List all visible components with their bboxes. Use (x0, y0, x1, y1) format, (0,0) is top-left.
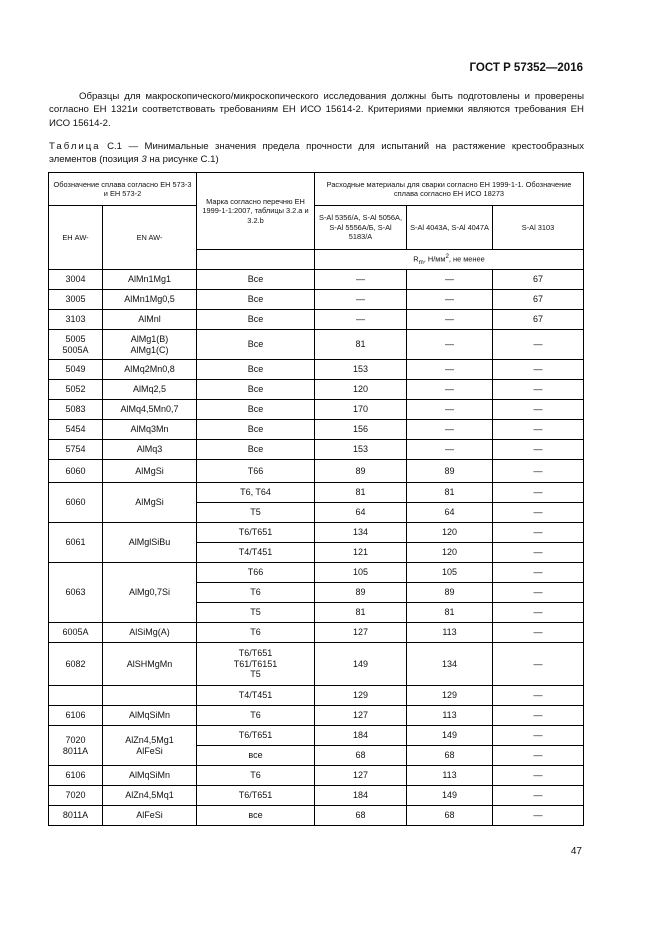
table-row (49, 330, 584, 360)
cell-en-aw-symbol: AlMnl (103, 310, 197, 330)
consumable-col-c-header: S-Al 3103 (493, 206, 584, 250)
cell-consumable-c: — (493, 400, 584, 420)
table-row (49, 766, 584, 786)
cell-en-aw-symbol: AlMqSiMn (103, 766, 197, 786)
consumable-col-a-header: S-Al 5356/A, S-Al 5056A, S-Al 5556А/Б, S-Al 5183/A (315, 206, 407, 250)
cell-en-aw-number: 6005A (49, 623, 103, 643)
cell-consumable-b: — (407, 360, 493, 380)
cell-grade: Все (197, 380, 315, 400)
cell-consumable-b: — (407, 400, 493, 420)
caption-title-end: на рисунке С.1) (146, 153, 219, 165)
cell-en-aw-number: 5754 (49, 440, 103, 460)
cell-consumable-c: — (493, 686, 584, 706)
cell-en-aw-number: 8011A (49, 806, 103, 826)
table-row (49, 786, 584, 806)
cell-consumable-c: — (493, 503, 584, 523)
cell-consumable-b: 68 (407, 746, 493, 766)
cell-consumable-a: 121 (315, 543, 407, 563)
cell-en-aw-symbol: AlMgSi (103, 460, 197, 483)
table-row (49, 270, 584, 290)
cell-consumable-b: 113 (407, 766, 493, 786)
alloy-designation-header: Обозначение сплава согласно ЕН 573-3 и ЕН 573-2 (49, 173, 197, 206)
cell-en-aw-symbol: AlMg1(B) AlMg1(C) (103, 330, 197, 360)
table-row (49, 643, 584, 686)
cell-en-aw-number: 6082 (49, 643, 103, 686)
table-row (49, 563, 584, 583)
cell-consumable-c: — (493, 583, 584, 603)
rm-units-header: $R_m$, $Н/мм^2$, не менее (315, 250, 584, 270)
cell-en-aw-number: 5454 (49, 420, 103, 440)
cell-grade: все (197, 746, 315, 766)
cell-en-aw-symbol: AlMg0,7Si (103, 563, 197, 623)
cell-consumable-b: 149 (407, 786, 493, 806)
cell-consumable-c: — (493, 806, 584, 826)
cell-consumable-a: 127 (315, 766, 407, 786)
cell-consumable-b: — (407, 290, 493, 310)
cell-grade: T6, T64 (197, 483, 315, 503)
cell-grade: T4/T451 (197, 686, 315, 706)
grade-header: Марка согласно перечню ЕН 1999-1-1:2007, таблицы 3.2.а и 3.2.b (197, 173, 315, 250)
cell-grade: T6 (197, 583, 315, 603)
table-row (49, 310, 584, 330)
cell-consumable-b: 105 (407, 563, 493, 583)
cell-consumable-c: — (493, 643, 584, 686)
cell-consumable-a: 81 (315, 603, 407, 623)
cell-en-aw-symbol (103, 686, 197, 706)
cell-en-aw-symbol: AlMqSiMn (103, 706, 197, 726)
cell-consumable-b: 129 (407, 686, 493, 706)
cell-en-aw-number: 3005 (49, 290, 103, 310)
cell-consumable-b: 81 (407, 483, 493, 503)
cell-consumable-a: 129 (315, 686, 407, 706)
cell-consumable-c: 67 (493, 270, 584, 290)
cell-en-aw-number (49, 686, 103, 706)
cell-consumable-a: 127 (315, 706, 407, 726)
cell-consumable-a: 120 (315, 380, 407, 400)
table-row (49, 460, 584, 483)
table-row (49, 726, 584, 746)
cell-grade: T5 (197, 603, 315, 623)
caption-title-start: С.1 — Минимальные значения предела прочности для испытаний на растяжение крестообразных элементов (позиция (49, 141, 584, 165)
table-row (49, 360, 584, 380)
cell-en-aw-symbol: AlMq3Mn (103, 420, 197, 440)
cell-consumable-c: — (493, 766, 584, 786)
cell-consumable-c: — (493, 623, 584, 643)
table-caption (49, 141, 584, 166)
cell-consumable-a: 89 (315, 583, 407, 603)
cell-grade: Все (197, 310, 315, 330)
cell-consumable-a: 105 (315, 563, 407, 583)
cell-consumable-b: — (407, 270, 493, 290)
cell-en-aw-symbol: AlFeSi (103, 806, 197, 826)
cell-en-aw-number: 5049 (49, 360, 103, 380)
cell-grade: T6/T651 (197, 786, 315, 806)
consumable-col-b-header: S-Al 4043A, S-Al 4047A (407, 206, 493, 250)
intro-paragraph: Образцы для макроскопического/микроскопического исследования должны быть подготовлены и проверены согласно ЕН 1321и соответствовать требованиям ЕН ИСО 15614-2. Критериями приемки являются требования ЕН ИСО 15614-2. (49, 91, 584, 129)
cell-grade: Все (197, 330, 315, 360)
table-row (49, 623, 584, 643)
table-row (49, 440, 584, 460)
cell-grade: T6/T651 (197, 726, 315, 746)
cell-en-aw-symbol: AlMn1Mg1 (103, 270, 197, 290)
cell-consumable-a: — (315, 290, 407, 310)
en-aw-symbol-header: EN AW- (103, 206, 197, 270)
cell-consumable-c: — (493, 360, 584, 380)
cell-consumable-a: 81 (315, 483, 407, 503)
cell-consumable-a: 81 (315, 330, 407, 360)
cell-consumable-b: — (407, 440, 493, 460)
cell-consumable-c: — (493, 786, 584, 806)
cell-consumable-b: 81 (407, 603, 493, 623)
cell-consumable-a: 156 (315, 420, 407, 440)
cell-consumable-c: — (493, 563, 584, 583)
cell-grade: T6/T651 T61/T6151 T5 (197, 643, 315, 686)
cell-consumable-a: 184 (315, 726, 407, 746)
table-row (49, 290, 584, 310)
cell-consumable-b: 68 (407, 806, 493, 826)
cell-en-aw-symbol: AlMn1Mg0,5 (103, 290, 197, 310)
cell-consumable-b: — (407, 420, 493, 440)
cell-en-aw-number: 5052 (49, 380, 103, 400)
cell-en-aw-number: 3004 (49, 270, 103, 290)
document-header: ГОСТ Р 57352—2016 (469, 62, 583, 74)
cell-consumable-c: — (493, 726, 584, 746)
cell-grade: T6/T651 (197, 523, 315, 543)
cell-consumable-b: — (407, 380, 493, 400)
cell-consumable-b: 120 (407, 523, 493, 543)
caption-prefix: Таблица (49, 141, 101, 152)
cell-grade: T66 (197, 563, 315, 583)
cell-consumable-b: 149 (407, 726, 493, 746)
cell-consumable-b: 89 (407, 583, 493, 603)
cell-consumable-a: 149 (315, 643, 407, 686)
cell-consumable-c: — (493, 746, 584, 766)
cell-grade: T6 (197, 766, 315, 786)
table-row (49, 420, 584, 440)
cell-grade: T5 (197, 503, 315, 523)
cell-en-aw-number: 6061 (49, 523, 103, 563)
cell-grade: Все (197, 290, 315, 310)
page-number: 47 (570, 846, 582, 857)
cell-consumable-a: 153 (315, 360, 407, 380)
cell-consumable-b: 134 (407, 643, 493, 686)
cell-grade: T4/T451 (197, 543, 315, 563)
cell-en-aw-number: 7020 (49, 786, 103, 806)
cell-en-aw-number: 6063 (49, 563, 103, 623)
cell-consumable-a: 153 (315, 440, 407, 460)
cell-consumable-c: — (493, 543, 584, 563)
cell-en-aw-symbol: AlMq3 (103, 440, 197, 460)
cell-en-aw-number: 6106 (49, 706, 103, 726)
cell-en-aw-number: 6060 (49, 483, 103, 523)
consumables-header: Расходные материалы для сварки согласно ЕН 1999-1-1. Обозначение сплава согласно ЕН ИСО 18273 (315, 173, 584, 206)
cell-en-aw-symbol: AlZn4,5Mg1 AlFeSi (103, 726, 197, 766)
cell-consumable-a: 68 (315, 806, 407, 826)
cell-consumable-a: 127 (315, 623, 407, 643)
cell-grade: T6 (197, 623, 315, 643)
cell-consumable-c: — (493, 523, 584, 543)
cell-grade: Все (197, 420, 315, 440)
cell-consumable-b: — (407, 330, 493, 360)
en-aw-number-header: ЕН AW- (49, 206, 103, 270)
cell-consumable-c: — (493, 483, 584, 503)
cell-consumable-b: 113 (407, 623, 493, 643)
table-row (49, 400, 584, 420)
cell-en-aw-symbol: AlSHMgMn (103, 643, 197, 686)
cell-consumable-c: — (493, 603, 584, 623)
cell-consumable-c: 67 (493, 310, 584, 330)
cell-consumable-a: 134 (315, 523, 407, 543)
table-row (49, 523, 584, 543)
cell-consumable-c: 67 (493, 290, 584, 310)
grade-header-blank (197, 250, 315, 270)
cell-consumable-a: 64 (315, 503, 407, 523)
cell-en-aw-symbol: AlMq4,5Mn0,7 (103, 400, 197, 420)
cell-consumable-b: 64 (407, 503, 493, 523)
caption-title-italic: 3 (141, 153, 147, 165)
cell-consumable-a: 170 (315, 400, 407, 420)
cell-grade: Все (197, 270, 315, 290)
cell-consumable-b: 113 (407, 706, 493, 726)
cell-grade: T66 (197, 460, 315, 483)
cell-consumable-a: 184 (315, 786, 407, 806)
cell-consumable-a: — (315, 270, 407, 290)
cell-en-aw-symbol: AlZn4,5Mq1 (103, 786, 197, 806)
cell-consumable-b: 120 (407, 543, 493, 563)
table-row (49, 380, 584, 400)
cell-en-aw-number: 6060 (49, 460, 103, 483)
cell-en-aw-number: 3103 (49, 310, 103, 330)
cell-en-aw-number: 5005 5005A (49, 330, 103, 360)
cell-grade: Все (197, 360, 315, 380)
table-row (49, 686, 584, 706)
cell-consumable-a: — (315, 310, 407, 330)
cell-consumable-c: — (493, 460, 584, 483)
cell-consumable-c: — (493, 330, 584, 360)
cell-en-aw-symbol: AlMq2,5 (103, 380, 197, 400)
cell-consumable-c: — (493, 706, 584, 726)
cell-grade: все (197, 806, 315, 826)
cell-en-aw-symbol: AlSiMg(A) (103, 623, 197, 643)
cell-en-aw-number: 6106 (49, 766, 103, 786)
cell-en-aw-symbol: AlMq2Mn0,8 (103, 360, 197, 380)
table-row (49, 806, 584, 826)
cell-en-aw-symbol: AlMglSiBu (103, 523, 197, 563)
cell-grade: T6 (197, 706, 315, 726)
cell-consumable-b: 89 (407, 460, 493, 483)
cell-consumable-c: — (493, 420, 584, 440)
cell-consumable-c: — (493, 380, 584, 400)
cell-consumable-b: — (407, 310, 493, 330)
cell-grade: Все (197, 440, 315, 460)
cell-en-aw-number: 7020 8011A (49, 726, 103, 766)
cell-en-aw-number: 5083 (49, 400, 103, 420)
table-row (49, 706, 584, 726)
cell-consumable-c: — (493, 440, 584, 460)
cell-consumable-a: 89 (315, 460, 407, 483)
tensile-strength-table (48, 172, 584, 826)
cell-en-aw-symbol: AlMgSi (103, 483, 197, 523)
table-row (49, 483, 584, 503)
cell-grade: Все (197, 400, 315, 420)
cell-consumable-a: 68 (315, 746, 407, 766)
